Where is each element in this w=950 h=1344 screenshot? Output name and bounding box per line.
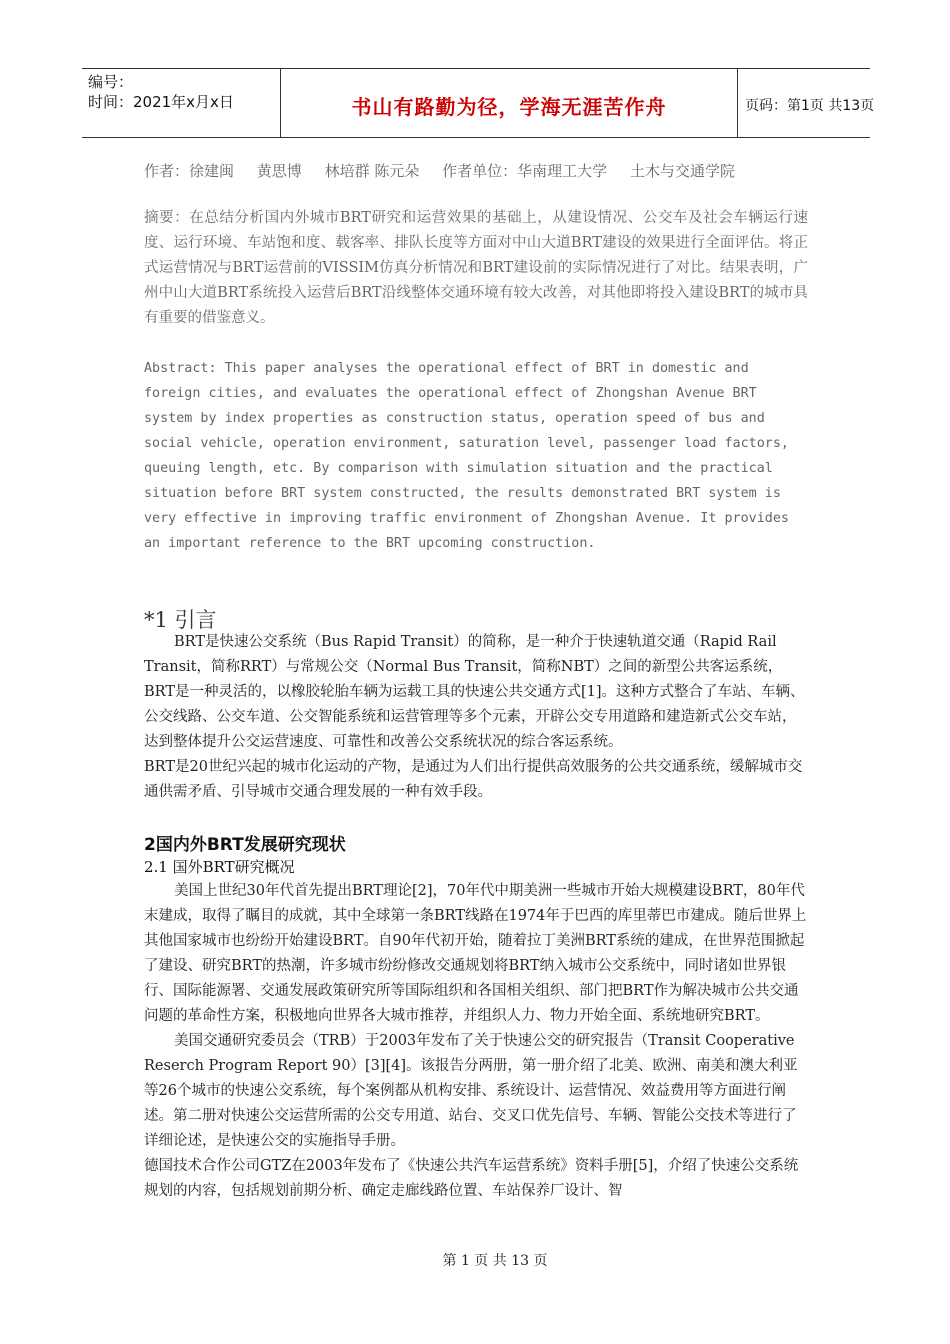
section-2-body	[144, 879, 808, 1204]
abstract-english	[144, 356, 808, 556]
abstract-english-text: Abstract: This paper analyses the operational effect of BRT in domestic and foreign cities, and evaluates the operational effect of Zhongshan Avenue BRT system by index properties as construction status, operation speed of bus and social vehicle, operation environment, saturation level, passenger load factors, queuing length, etc. By comparison with simulation situation and the practical situation before BRT system constructed, the results demonstrated BRT system is very effective in improving traffic environment of Zhongshan Avenue. It provides an important reference to the BRT upcoming construction.	[144, 361, 789, 551]
abstract-chinese	[144, 206, 808, 331]
section-1-heading: *1 引言	[144, 608, 217, 632]
paragraph: 美国上世纪30年代首先提出BRT理论[2]，70年代中期美洲一些城市开始大规模建设BRT，80年代末建成，取得了瞩目的成就，其中全球第一条BRT线路在1974年于巴西的库里蒂巴市建成。随后世界上其他国家城市也纷纷开始建设BRT。自90年代初开始，随着拉丁美洲BRT系统的建成，在世界范围掀起了建设、研究BRT的热潮，许多城市纷纷修改交通规划将BRT纳入城市公交系统中，同时诸如世界银行、国际能源署、交通发展政策研究所等国际组织和各国相关组织、部门把BRT作为解决城市公共交通问题的革命性方案，积极地向世界各大城市推荐，并组织人力、物力开始全面、系统地研究BRT。	[144, 883, 807, 1024]
abstract-chinese-text: 摘要：在总结分析国内外城市BRT研究和运营效果的基础上，从建设情况、公交车及社会车辆运行速度、运行环境、车站饱和度、载客率、排队长度等方面对中山大道BRT建设的效果进行全面评估。将正式运营情况与BRT运营前的VISSIM仿真分析情况和BRT建设前的实际情况进行了对比。结果表明，广州中山大道BRT系统投入运营后BRT沿线整体交通环境有较大改善，对其他即将投入建设BRT的城市具有重要的借鉴意义。	[144, 210, 808, 326]
header-page-number: 页码：第1页 共13页	[745, 98, 875, 114]
author-department: 土木与交通学院	[629, 162, 735, 180]
section-2-heading: 2国内外BRT发展研究现状	[144, 835, 346, 855]
author-2: 黄思博	[256, 162, 302, 180]
page-footer: 第 1 页 共 13 页	[442, 1253, 548, 1269]
document-time-label: 时间：2021年x月x日	[88, 93, 234, 111]
header-table	[82, 68, 875, 138]
author-line	[144, 160, 753, 181]
header-motto-cell	[280, 69, 738, 137]
paragraph: 德国技术合作公司GTZ在2003年发布了《快速公共汽车运营系统》资料手册[5]，介绍了快速公交系统规划的内容，包括规划前期分析、确定走廊线路位置、车站保养厂设计、智	[144, 1158, 799, 1199]
paragraph: BRT是20世纪兴起的城市化运动的产物，是通过为人们出行提供高效服务的公共交通系统，缓解城市交通供需矛盾、引导城市交通合理发展的一种有效手段。	[144, 759, 803, 800]
paragraph: BRT是快速公交系统（Bus Rapid Transit）的简称，是一种介于快速轨道交通（Rapid Rail Transit，简称RRT）与常规公交（Normal Bus Transit，简称NBT）之间的新型公共客运系统，BRT是一种灵活的，以橡胶轮胎车辆为运载工具的快速公共交通方式[1]。这种方式整合了车站、车辆、公交线路、公交车道、公交智能系统和运营管理等多个元素，开辟公交专用道路和建造新式公交车站，达到整体提升公交运营速度、可靠性和改善公交系统状况的综合客运系统。	[144, 634, 805, 750]
section-1-body	[144, 630, 808, 805]
author-3: 林培群 陈元朵	[324, 162, 420, 180]
paragraph: 美国交通研究委员会（TRB）于2003年发布了关于快速公交的研究报告（Transit Cooperative Reserch Program Report 90）[3][4]。该报告分两册，第一册介绍了北美、欧洲、南美和澳大利亚等26个城市的快速公交系统，每个案例都从机构安排、系统设计、运营情况、效益费用等方面进行阐述。第二册对快速公交运营所需的公交专用道、站台、交叉口优先信号、车辆、智能公交技术等进行了详细论述，是快速公交的实施指导手册。	[144, 1033, 798, 1149]
author-1: 作者：徐建闽	[144, 162, 235, 180]
header-page-cell	[737, 69, 875, 137]
section-2-1-heading: 2.1 国外BRT研究概况	[144, 858, 295, 876]
header-motto: 书山有路勤为径，学海无涯苦作舟	[351, 95, 667, 119]
author-affiliation: 作者单位：华南理工大学	[442, 162, 608, 180]
header-left-cell	[82, 69, 280, 137]
document-number-label: 编号：	[88, 73, 134, 91]
